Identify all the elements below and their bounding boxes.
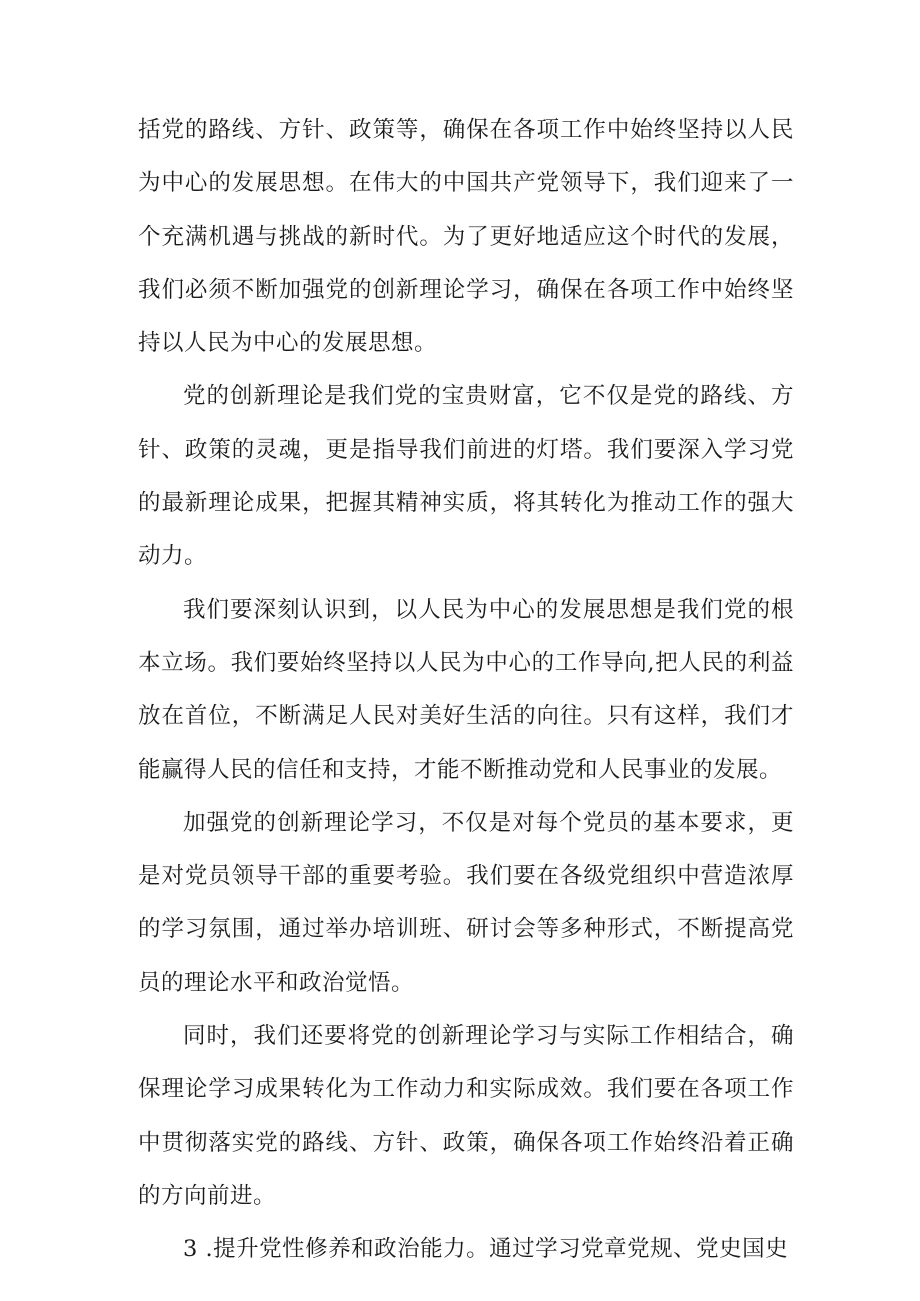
paragraph-practice: 同时，我们还要将党的创新理论学习与实际工作相结合，确保理论学习成果转化为工作动力和实际成效。我们要在各项工作中贯彻落实党的路线、方针、政策，确保各项工作始终沿着正确的方向前进。: [138, 1023, 794, 1209]
paragraph-party-members: 加强党的创新理论学习，不仅是对每个党员的基本要求，更是对党员领导干部的重要考验。我们要在各级党组织中营造浓厚的学习氛围，通过举办培训班、研讨会等多种形式，不断提高党员的理论水平和政治觉悟。: [138, 809, 794, 996]
paragraph-continuation: 括党的路线、方针、政策等，确保在各项工作中始终坚持以人民为中心的发展思想。在伟大的中国共产党领导下，我们迎来了一个充满机遇与挑战的新时代。为了更好地适应这个时代的发展，我们必须不断加强党的创新理论学习，确保在各项工作中始终坚持以人民为中心的发展思想。: [138, 117, 794, 357]
paragraph-item-3: 3 .提升党性修养和政治能力。通过学习党章党规、党史国史: [183, 1236, 789, 1263]
paragraph-people-centered: 我们要深刻认识到，以人民为中心的发展思想是我们党的根本立场。我们要始终坚持以人民为中心的工作导向,把人民的利益放在首位，不断满足人民对美好生活的向往。只有这样，我们才能赢得人民的信任和支持，才能不断推动党和人民事业的发展。: [138, 596, 794, 783]
paragraph-innovation-theory: 党的创新理论是我们党的宝贵财富，它不仅是党的路线、方针、政策的灵魂，更是指导我们前进的灯塔。我们要深入学习党的最新理论成果，把握其精神实质，将其转化为推动工作的强大动力。: [138, 383, 794, 570]
document-body: [138, 104, 794, 1277]
